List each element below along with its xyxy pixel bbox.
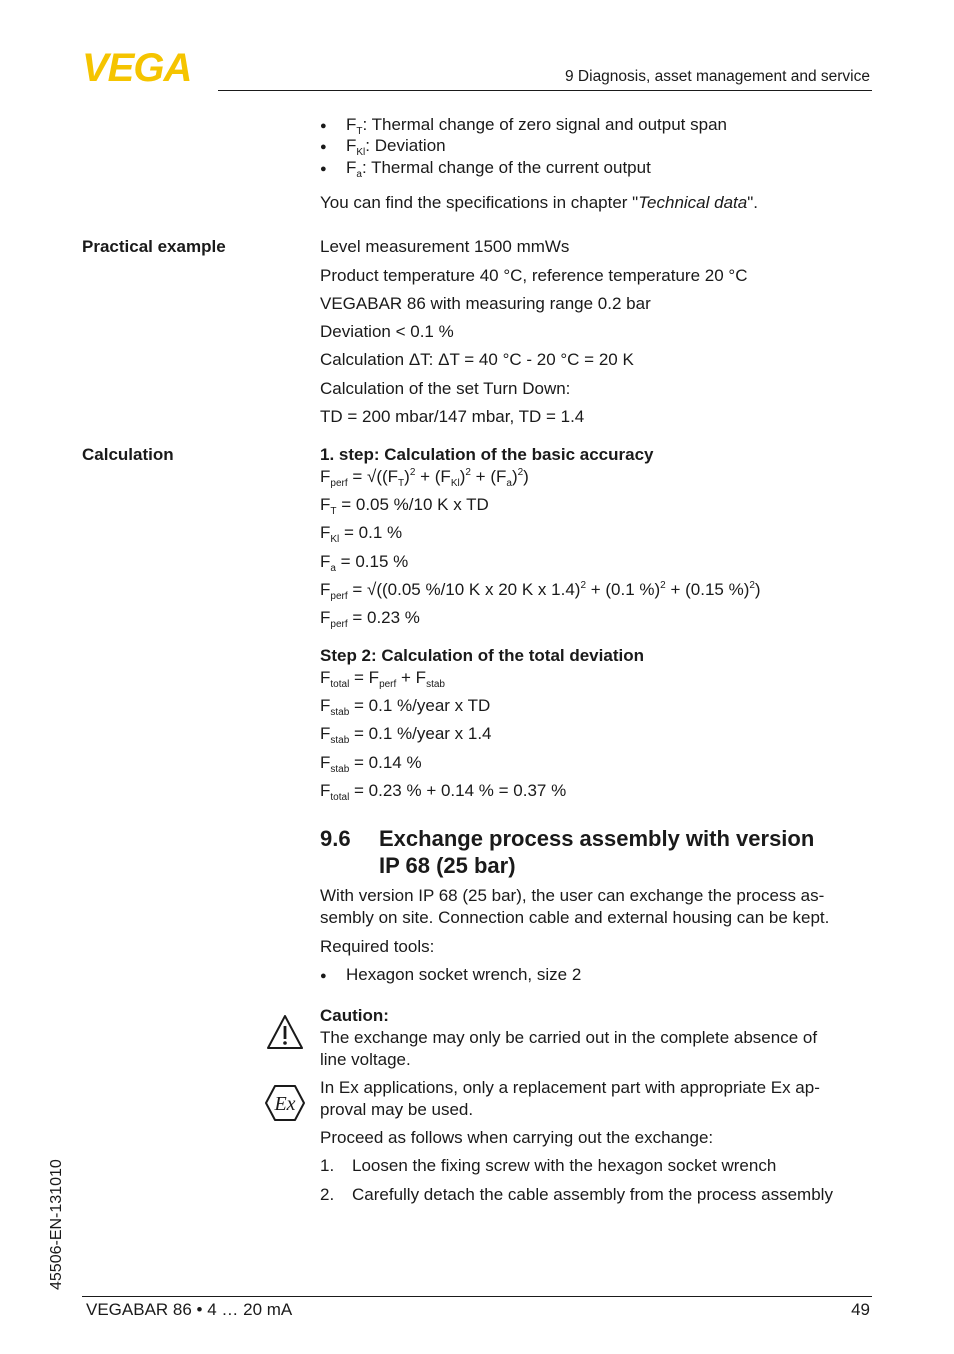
- caution-text: The exchange may only be carried out in the complete absence of: [320, 1028, 818, 1047]
- section-paragraph: sembly on site. Connection cable and external housing can be kept.: [320, 908, 830, 927]
- calculation-label: Calculation: [82, 445, 174, 464]
- vega-logo-text: VEGA: [82, 50, 192, 84]
- step1-title: 1. step: Calculation of the basic accuracy: [320, 445, 654, 464]
- ex-text: proval may be used.: [320, 1100, 474, 1119]
- step-text: Carefully detach the cable assembly from the process assembly: [352, 1185, 833, 1204]
- bullet-dot-icon: ●: [320, 120, 327, 132]
- bullet-fkl: $F_{Kl}$: Deviation: [346, 136, 446, 158]
- step-text: Loosen the fixing screw with the hexagon socket wrench: [352, 1156, 777, 1175]
- step-number: 1.: [320, 1156, 335, 1175]
- ex-text: In Ex applications, only a replacement part with appropriate Ex ap-: [320, 1078, 820, 1097]
- formula-fa: $F_a = 0.15$ %: [320, 552, 409, 574]
- practical-example-label: Practical example: [82, 237, 226, 256]
- chapter-header: 9 Diagnosis, asset management and service: [565, 68, 870, 85]
- bullet-fa: $F_a$: Thermal change of the current output: [346, 158, 651, 180]
- spec-note: You can find the specifications in chapter "Technical data".: [320, 193, 758, 212]
- formula-fstab-result: $F_{stab} = 0.14$ %: [320, 753, 422, 775]
- bullet-ft: $F_T$: Thermal change of zero signal and output span: [346, 115, 727, 137]
- practical-line: Level measurement 1500 mmWs: [320, 237, 570, 256]
- footer-divider: [82, 1296, 872, 1297]
- formula-ft: $F_T = 0.05$ %/10 K x TD: [320, 495, 489, 517]
- practical-line: TD = 200 mbar/147 mbar, TD = 1.4: [320, 407, 585, 426]
- formula-fperf: $F_{perf} = √((F_T)^2 + (F_{Kl})^2 + (F_a)^2)$: [320, 467, 529, 489]
- formula-ftotal-result: $F_{total} = 0.23$ % + 0.14 % = 0.37 %: [320, 781, 567, 803]
- formula-fstab: $F_{stab} = 0.1$ %/year x TD: [320, 696, 491, 718]
- formula-fperf-result: $F_{perf} = 0.23$ %: [320, 608, 420, 630]
- ex-icon-label: Ex: [274, 1093, 296, 1115]
- section-title: Exchange process assembly with version: [379, 826, 815, 851]
- caution-text: line voltage.: [320, 1050, 411, 1069]
- caution-title: Caution:: [320, 1006, 389, 1025]
- formula-fstab-values: $F_{stab} = 0.1$ %/year x 1.4: [320, 724, 492, 746]
- practical-line: VEGABAR 86 with measuring range 0.2 bar: [320, 294, 651, 313]
- tool-item: Hexagon socket wrench, size 2: [346, 965, 582, 984]
- section-number: 9.6: [320, 826, 351, 851]
- page-number: 49: [851, 1300, 870, 1319]
- ex-hexagon-icon: [264, 1084, 306, 1127]
- bullet-dot-icon: ●: [320, 163, 327, 175]
- document-id: 45506-EN-131010: [48, 1159, 65, 1290]
- practical-line: Calculation of the set Turn Down:: [320, 379, 571, 398]
- practical-line: Deviation < 0.1 %: [320, 322, 454, 341]
- practical-line: Calculation ΔT: ΔT = 40 °C - 20 °C = 20 K: [320, 350, 634, 369]
- step-number: 2.: [320, 1185, 335, 1204]
- section-title-line2: IP 68 (25 bar): [379, 853, 516, 878]
- header-divider: [218, 90, 872, 91]
- section-paragraph: With version IP 68 (25 bar), the user can exchange the process as-: [320, 886, 825, 905]
- required-tools: Required tools:: [320, 937, 435, 956]
- practical-line: Product temperature 40 °C, reference temperature 20 °C: [320, 266, 748, 285]
- formula-fkl: $F_{Kl} = 0.1$ %: [320, 523, 403, 545]
- bullet-dot-icon: ●: [320, 141, 327, 153]
- bullet-dot-icon: ●: [320, 970, 327, 982]
- proceed-text: Proceed as follows when carrying out the exchange:: [320, 1128, 714, 1147]
- formula-fperf-values: $F_{perf} = √((0.05$ %/10 K x 20 K x 1.4)$^2$ + (0.1 %)$^2$ + (0.15 %)$^2$): [320, 580, 761, 602]
- vega-logo: [82, 50, 212, 89]
- formula-ftotal: $F_{total} = F_{perf} + F_{stab}$: [320, 668, 445, 690]
- step2-title: Step 2: Calculation of the total deviation: [320, 646, 644, 665]
- footer-product: VEGABAR 86 • 4 … 20 mA: [86, 1300, 293, 1319]
- warning-triangle-icon: [266, 1014, 304, 1055]
